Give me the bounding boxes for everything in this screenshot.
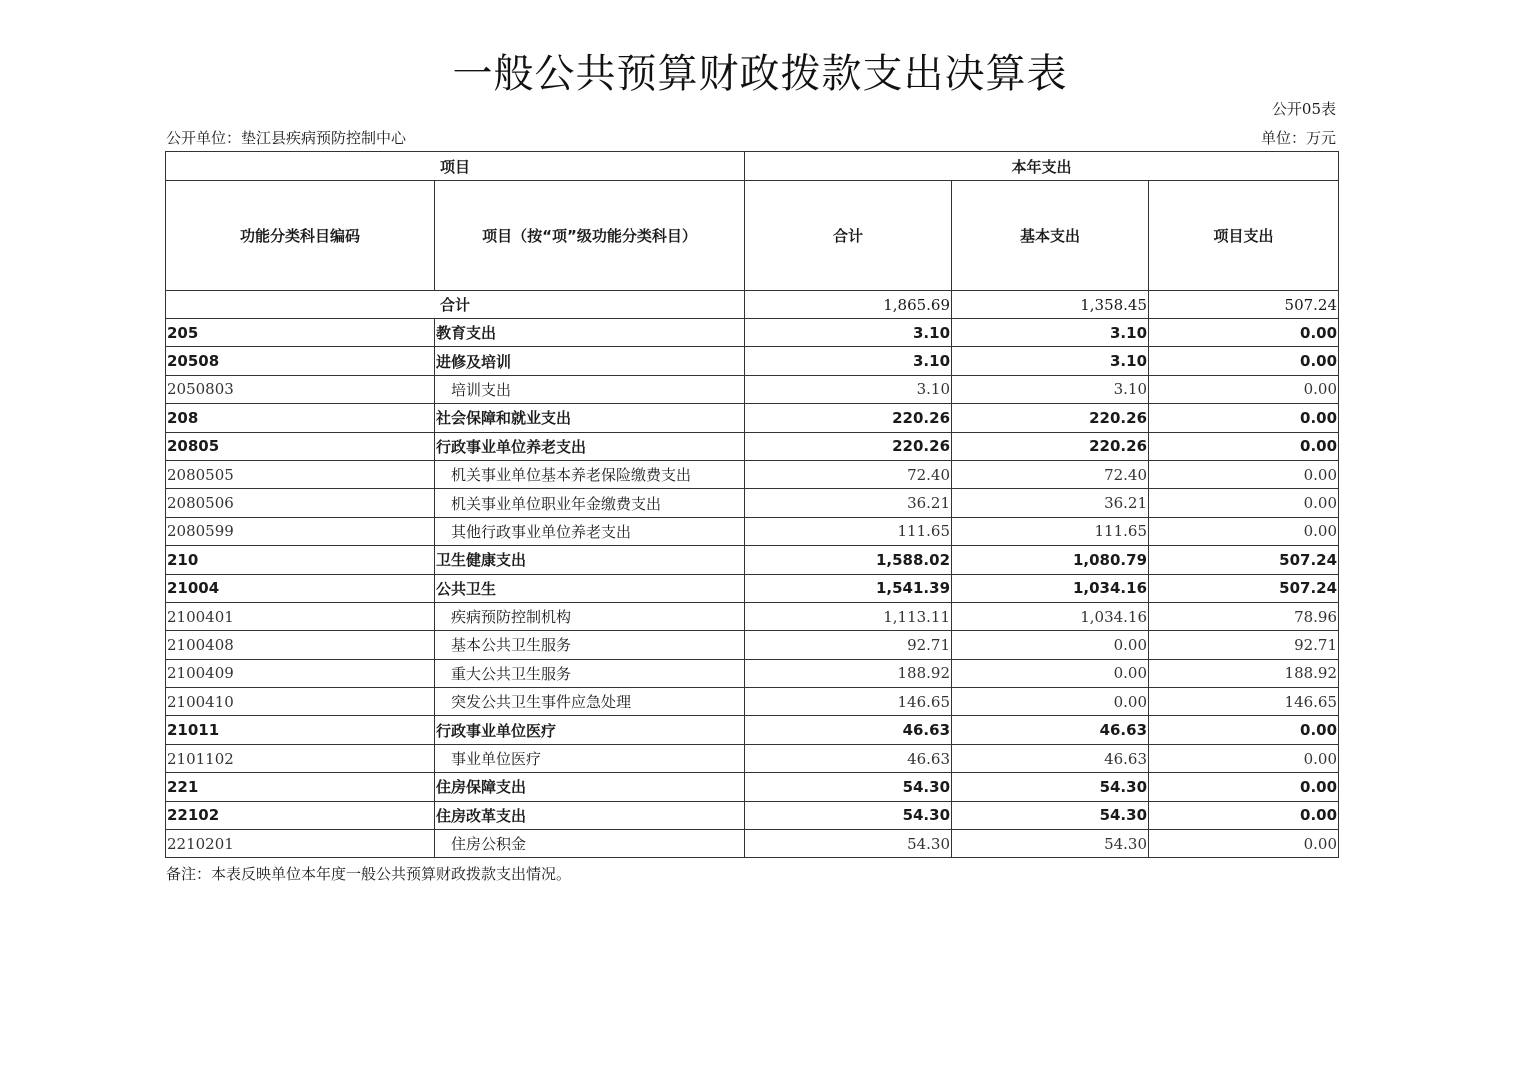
row-project: 0.00 bbox=[1149, 830, 1339, 858]
row-project: 146.65 bbox=[1149, 688, 1339, 716]
table-row bbox=[166, 773, 1339, 801]
table-row bbox=[166, 460, 1339, 488]
row-name: 突发公共卫生事件应急处理 bbox=[435, 688, 745, 716]
table-note: 备注：本表反映单位本年度一般公共预算财政拨款支出情况。 bbox=[166, 865, 572, 883]
row-basic: 46.63 bbox=[952, 744, 1149, 772]
row-code: 210 bbox=[166, 546, 435, 574]
row-name: 行政事业单位养老支出 bbox=[435, 432, 745, 460]
row-total: 220.26 bbox=[745, 404, 952, 432]
row-name: 进修及培训 bbox=[435, 347, 745, 375]
header-current-year: 本年支出 bbox=[745, 152, 1339, 181]
row-name: 卫生健康支出 bbox=[435, 546, 745, 574]
row-name: 行政事业单位医疗 bbox=[435, 716, 745, 744]
row-project: 507.24 bbox=[1149, 574, 1339, 602]
table-row bbox=[166, 574, 1339, 602]
row-project: 0.00 bbox=[1149, 489, 1339, 517]
row-name: 其他行政事业单位养老支出 bbox=[435, 517, 745, 545]
row-code: 21004 bbox=[166, 574, 435, 602]
row-name: 教育支出 bbox=[435, 319, 745, 347]
row-project: 0.00 bbox=[1149, 744, 1339, 772]
row-basic: 3.10 bbox=[952, 375, 1149, 403]
table-row bbox=[166, 688, 1339, 716]
table-row bbox=[166, 347, 1339, 375]
row-basic: 111.65 bbox=[952, 517, 1149, 545]
row-code: 205 bbox=[166, 319, 435, 347]
row-code: 2050803 bbox=[166, 375, 435, 403]
row-total: 188.92 bbox=[745, 659, 952, 687]
row-total: 36.21 bbox=[745, 489, 952, 517]
row-total: 146.65 bbox=[745, 688, 952, 716]
row-basic: 36.21 bbox=[952, 489, 1149, 517]
row-total: 54.30 bbox=[745, 830, 952, 858]
row-code: 2080505 bbox=[166, 460, 435, 488]
row-code: 2080599 bbox=[166, 517, 435, 545]
row-basic: 54.30 bbox=[952, 830, 1149, 858]
table-row bbox=[166, 659, 1339, 687]
total-amount: 1,865.69 bbox=[745, 291, 952, 319]
row-project: 188.92 bbox=[1149, 659, 1339, 687]
total-label: 合计 bbox=[166, 291, 745, 319]
row-name: 机关事业单位基本养老保险缴费支出 bbox=[435, 460, 745, 488]
row-name: 培训支出 bbox=[435, 375, 745, 403]
row-project: 0.00 bbox=[1149, 319, 1339, 347]
table-row bbox=[166, 602, 1339, 630]
header-item: 项目（按“项”级功能分类科目） bbox=[435, 181, 745, 291]
row-basic: 1,080.79 bbox=[952, 546, 1149, 574]
row-basic: 46.63 bbox=[952, 716, 1149, 744]
row-name: 基本公共卫生服务 bbox=[435, 631, 745, 659]
total-basic: 1,358.45 bbox=[952, 291, 1149, 319]
row-total: 54.30 bbox=[745, 773, 952, 801]
form-number: 公开05表 bbox=[1271, 100, 1336, 118]
table-row bbox=[166, 319, 1339, 347]
row-code: 208 bbox=[166, 404, 435, 432]
row-name: 住房公积金 bbox=[435, 830, 745, 858]
row-total: 54.30 bbox=[745, 801, 952, 829]
row-basic: 72.40 bbox=[952, 460, 1149, 488]
table-row bbox=[166, 432, 1339, 460]
header-basic: 基本支出 bbox=[952, 181, 1149, 291]
row-code: 20508 bbox=[166, 347, 435, 375]
table-row bbox=[166, 375, 1339, 403]
row-basic: 1,034.16 bbox=[952, 574, 1149, 602]
row-code: 21011 bbox=[166, 716, 435, 744]
row-project: 0.00 bbox=[1149, 460, 1339, 488]
row-basic: 54.30 bbox=[952, 801, 1149, 829]
row-project: 0.00 bbox=[1149, 404, 1339, 432]
table-row bbox=[166, 546, 1339, 574]
table-row bbox=[166, 830, 1339, 858]
row-total: 3.10 bbox=[745, 347, 952, 375]
row-project: 0.00 bbox=[1149, 375, 1339, 403]
row-total: 3.10 bbox=[745, 375, 952, 403]
row-project: 0.00 bbox=[1149, 716, 1339, 744]
currency-unit: 单位：万元 bbox=[1260, 129, 1336, 147]
row-code: 2100408 bbox=[166, 631, 435, 659]
table-row bbox=[166, 631, 1339, 659]
row-code: 20805 bbox=[166, 432, 435, 460]
expenditure-table bbox=[165, 151, 1339, 858]
row-code: 22102 bbox=[166, 801, 435, 829]
row-total: 46.63 bbox=[745, 716, 952, 744]
row-name: 重大公共卫生服务 bbox=[435, 659, 745, 687]
row-basic: 0.00 bbox=[952, 631, 1149, 659]
row-total: 220.26 bbox=[745, 432, 952, 460]
row-total: 92.71 bbox=[745, 631, 952, 659]
row-code: 2100409 bbox=[166, 659, 435, 687]
row-total: 3.10 bbox=[745, 319, 952, 347]
header-project: 项目 bbox=[166, 152, 745, 181]
row-total: 46.63 bbox=[745, 744, 952, 772]
table-row bbox=[166, 744, 1339, 772]
row-total: 1,588.02 bbox=[745, 546, 952, 574]
row-name: 机关事业单位职业年金缴费支出 bbox=[435, 489, 745, 517]
row-basic: 0.00 bbox=[952, 688, 1149, 716]
row-name: 住房保障支出 bbox=[435, 773, 745, 801]
total-row bbox=[166, 291, 1339, 319]
row-code: 2101102 bbox=[166, 744, 435, 772]
row-code: 2210201 bbox=[166, 830, 435, 858]
row-basic: 1,034.16 bbox=[952, 602, 1149, 630]
row-basic: 3.10 bbox=[952, 347, 1149, 375]
row-total: 1,113.11 bbox=[745, 602, 952, 630]
table-row bbox=[166, 489, 1339, 517]
row-basic: 3.10 bbox=[952, 319, 1149, 347]
table-row bbox=[166, 517, 1339, 545]
row-project: 0.00 bbox=[1149, 517, 1339, 545]
row-total: 111.65 bbox=[745, 517, 952, 545]
row-project: 0.00 bbox=[1149, 773, 1339, 801]
row-total: 1,541.39 bbox=[745, 574, 952, 602]
row-basic: 0.00 bbox=[952, 659, 1149, 687]
header-code: 功能分类科目编码 bbox=[166, 181, 435, 291]
row-basic: 54.30 bbox=[952, 773, 1149, 801]
header-project-expense: 项目支出 bbox=[1149, 181, 1339, 291]
row-code: 2100410 bbox=[166, 688, 435, 716]
table-row bbox=[166, 404, 1339, 432]
row-project: 78.96 bbox=[1149, 602, 1339, 630]
row-name: 社会保障和就业支出 bbox=[435, 404, 745, 432]
row-basic: 220.26 bbox=[952, 432, 1149, 460]
row-name: 疾病预防控制机构 bbox=[435, 602, 745, 630]
row-project: 0.00 bbox=[1149, 432, 1339, 460]
row-name: 住房改革支出 bbox=[435, 801, 745, 829]
row-code: 2080506 bbox=[166, 489, 435, 517]
row-name: 公共卫生 bbox=[435, 574, 745, 602]
page-title: 一般公共预算财政拨款支出决算表 bbox=[452, 51, 1068, 97]
row-name: 事业单位医疗 bbox=[435, 744, 745, 772]
reporting-unit: 公开单位：垫江县疾病预防控制中心 bbox=[166, 129, 407, 147]
table-row bbox=[166, 801, 1339, 829]
row-project: 0.00 bbox=[1149, 801, 1339, 829]
total-project: 507.24 bbox=[1149, 291, 1339, 319]
row-basic: 220.26 bbox=[952, 404, 1149, 432]
row-project: 0.00 bbox=[1149, 347, 1339, 375]
row-code: 2100401 bbox=[166, 602, 435, 630]
table-row bbox=[166, 716, 1339, 744]
row-code: 221 bbox=[166, 773, 435, 801]
header-total: 合计 bbox=[745, 181, 952, 291]
row-project: 507.24 bbox=[1149, 546, 1339, 574]
row-project: 92.71 bbox=[1149, 631, 1339, 659]
row-total: 72.40 bbox=[745, 460, 952, 488]
